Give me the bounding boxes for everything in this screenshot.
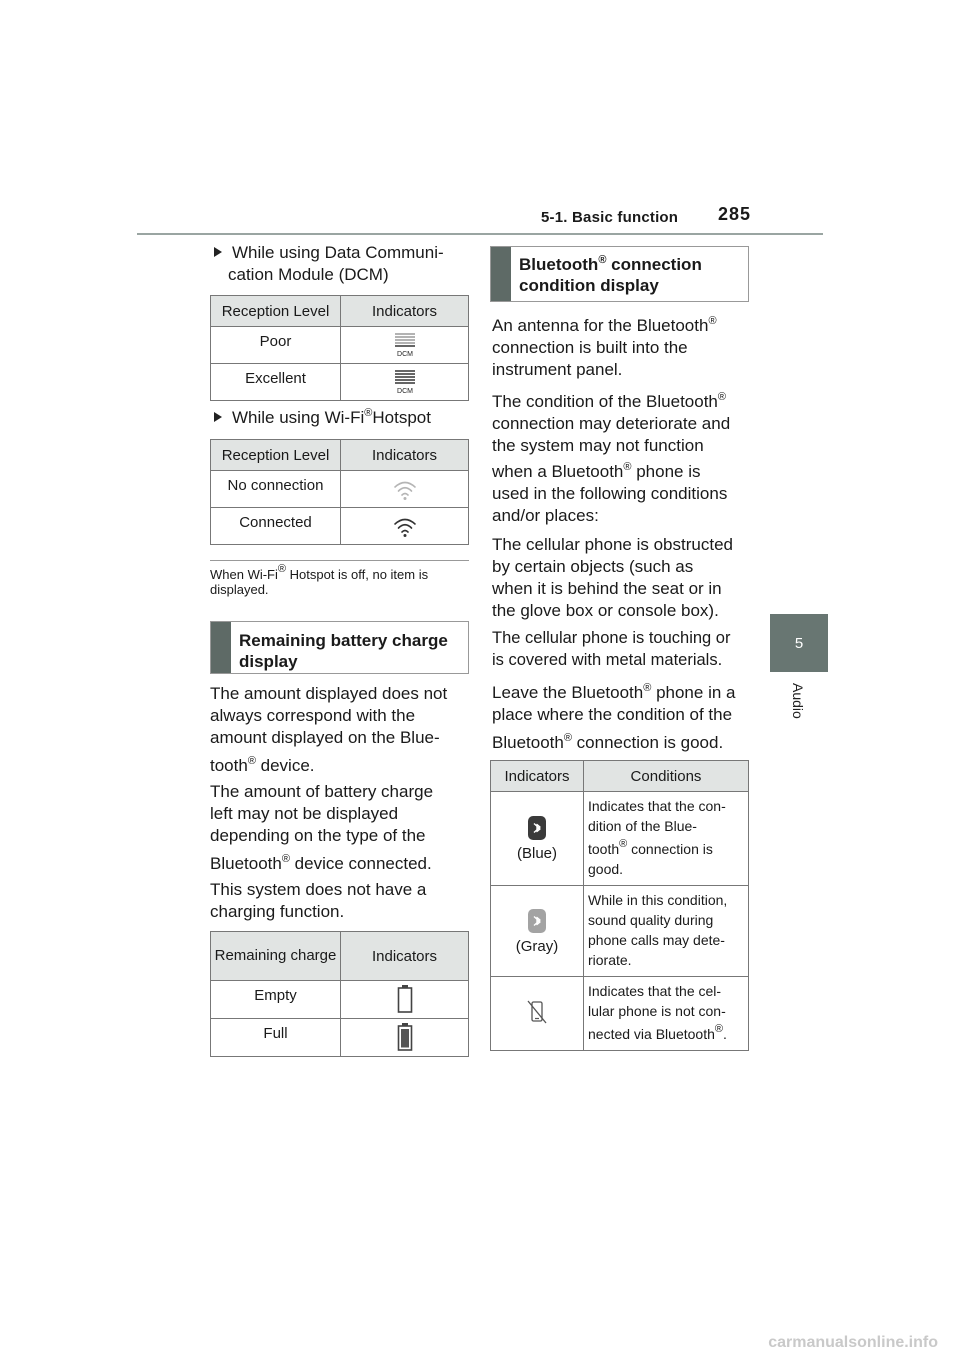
bluetooth-paragraph-5: Leave the Bluetooth® phone in a place where the condition of the Bluetooth® connection is good. — [492, 682, 736, 752]
battery-table — [210, 931, 469, 1057]
column-header: Reception Level — [211, 440, 341, 471]
phone-not-connected-icon — [526, 1000, 548, 1024]
dcm-reception-table — [210, 295, 469, 401]
dcm-signal-poor-icon — [390, 331, 420, 359]
dcm-heading-line1: While using Data Communi- — [232, 243, 444, 262]
bluetooth-blue-icon — [527, 815, 547, 841]
column-header: Indicators — [341, 440, 469, 471]
triangle-bullet-icon — [214, 247, 222, 257]
battery-paragraph-1: The amount displayed does not always correspond with the amount displayed on the Blue- tooth® device. — [210, 684, 448, 775]
column-header: Indicators — [341, 932, 469, 981]
bluetooth-section-heading: Bluetooth® connection condition display — [490, 246, 749, 302]
battery-full-icon — [395, 1022, 415, 1052]
reception-level: Connected — [239, 514, 312, 531]
table-row: (Gray) While in this condition, sound quality during phone calls may dete- riorate. — [491, 886, 749, 977]
triangle-bullet-icon — [214, 412, 222, 422]
bluetooth-paragraph-3: The cellular phone is obstructed by certain objects (such as when it is behind the seat or in the glove box or console box). — [492, 535, 733, 620]
bluetooth-gray-icon — [527, 908, 547, 934]
battery-paragraph-3: This system does not have a charging function. — [210, 880, 427, 921]
wifi-connected-icon — [390, 512, 420, 540]
reception-level: No connection — [227, 477, 324, 494]
table-row — [211, 1019, 469, 1057]
footer-watermark: carmanualsonline.info — [768, 1334, 938, 1351]
charge-level: Empty — [254, 987, 297, 1004]
reception-level: Excellent — [245, 370, 306, 387]
dcm-signal-excellent-icon — [390, 368, 420, 396]
bluetooth-paragraph-2: The condition of the Bluetooth® connection may deteriorate and the system may not function when a Bluetooth® phone is used in the following conditions and/or places: — [492, 391, 731, 525]
page-number: 285 — [718, 204, 752, 224]
column-header: Remaining charge — [211, 932, 341, 981]
dcm-badge: DCM — [396, 351, 413, 358]
dcm-badge: DCM — [396, 388, 413, 395]
bluetooth-paragraph-4: The cellular phone is touching or is covered with metal materials. — [492, 629, 731, 669]
note-divider — [210, 560, 469, 561]
battery-empty-icon — [395, 984, 415, 1014]
header-divider — [137, 233, 823, 235]
column-header: Indicators — [491, 761, 584, 792]
charge-level: Full — [263, 1025, 288, 1042]
table-row — [211, 471, 469, 508]
table-row: (Blue) Indicates that the con- dition of the Blue- tooth® connection is good. — [491, 792, 749, 886]
wifi-note: When Wi-Fi® Hotspot is off, no item is displayed. — [210, 563, 429, 597]
chapter-label: Audio — [790, 683, 806, 719]
column-header: Reception Level — [211, 296, 341, 327]
bluetooth-paragraph-1: An antenna for the Bluetooth® connection is built into the instrument panel. — [492, 315, 717, 379]
table-row — [211, 981, 469, 1019]
indicator-label: (Blue) — [516, 845, 557, 862]
indicator-label: (Gray) — [515, 937, 559, 955]
column-header: Indicators — [341, 296, 469, 327]
dcm-heading — [214, 242, 474, 286]
table-row — [211, 508, 469, 545]
wifi-no-connection-icon — [390, 475, 420, 503]
table-row — [211, 327, 469, 364]
dcm-heading-line2: cation Module (DCM) — [228, 265, 389, 284]
wifi-reception-table — [210, 439, 469, 545]
wifi-heading: While using Wi-Fi®Hotspot — [214, 407, 431, 429]
table-row: Indicates that the cel- lular phone is not con- nected via Bluetooth®. — [491, 977, 749, 1051]
table-row — [211, 364, 469, 401]
section-title: 5-1. Basic function — [541, 209, 679, 226]
reception-level: Poor — [259, 333, 292, 350]
heading-bar — [211, 622, 231, 673]
battery-section-heading: Remaining battery charge display — [210, 621, 469, 674]
bluetooth-conditions-table — [490, 760, 749, 1051]
heading-bar — [491, 247, 511, 301]
column-header: Conditions — [584, 761, 749, 792]
chapter-tab[interactable]: 5 — [770, 614, 828, 672]
battery-paragraph-2: The amount of battery charge left may not be displayed depending on the type of the Bluetooth® device connected. — [210, 782, 434, 873]
